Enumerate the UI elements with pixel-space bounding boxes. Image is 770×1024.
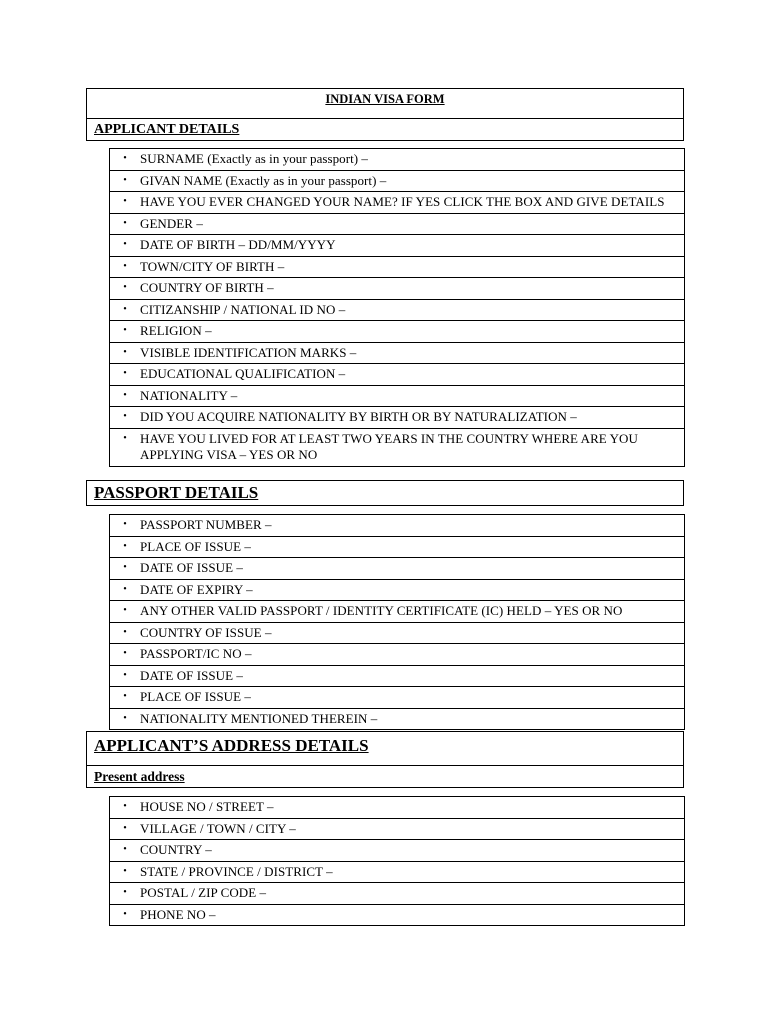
list-item	[110, 536, 684, 558]
list-item	[110, 797, 684, 818]
address-header-table	[86, 731, 684, 788]
bullet-icon: •	[123, 260, 127, 272]
bullet-icon: •	[123, 153, 127, 164]
list-item	[110, 385, 684, 407]
present-address-subheading: Present address	[87, 765, 683, 787]
address-details-list	[109, 796, 685, 926]
list-item	[110, 342, 684, 364]
applicant-details-heading: APPLICANT DETAILS	[87, 118, 683, 140]
field-label-state-province: STATE / PROVINCE / DISTRICT –	[140, 863, 333, 879]
bullet-icon: •	[123, 908, 127, 920]
list-item	[110, 600, 684, 622]
bullet-icon: •	[123, 411, 127, 423]
list-item	[110, 557, 684, 579]
list-item	[110, 839, 684, 861]
field-label-place-of-issue: PLACE OF ISSUE –	[140, 538, 251, 554]
bullet-icon: •	[123, 562, 127, 574]
list-item	[110, 515, 684, 536]
bullet-icon: •	[123, 346, 127, 358]
list-item	[110, 299, 684, 321]
form-title: INDIAN VISA FORM	[325, 92, 445, 106]
field-label-given-name: GIVAN NAME (Exactly as in your passport) –	[140, 172, 387, 188]
bullet-icon: •	[123, 801, 127, 812]
field-label-education: EDUCATIONAL QUALIFICATION –	[140, 366, 346, 382]
bullet-icon: •	[123, 432, 127, 444]
field-label-date-of-issue: DATE OF ISSUE –	[140, 560, 243, 576]
field-label-gender: GENDER –	[140, 215, 203, 231]
list-item	[110, 665, 684, 687]
list-item	[110, 191, 684, 213]
bullet-icon: •	[123, 303, 127, 315]
field-label-lived-two-years: HAVE YOU LIVED FOR AT LEAST TWO YEARS IN THE COUNTRY WHERE ARE YOU APPLYING VISA – YES OR NO	[140, 430, 638, 463]
list-item	[110, 818, 684, 840]
list-item	[110, 277, 684, 299]
bullet-icon: •	[123, 887, 127, 899]
bullet-icon: •	[123, 712, 127, 724]
bullet-icon: •	[123, 865, 127, 877]
field-label-house-street: HOUSE NO / STREET –	[140, 799, 274, 814]
bullet-icon: •	[123, 325, 127, 337]
list-item	[110, 406, 684, 428]
bullet-icon: •	[123, 282, 127, 294]
list-item	[110, 861, 684, 883]
bullet-icon: •	[123, 519, 127, 530]
address-details-heading: APPLICANT’S ADDRESS DETAILS	[94, 736, 369, 755]
list-item	[110, 428, 684, 466]
bullet-icon: •	[123, 389, 127, 401]
bullet-icon: •	[123, 822, 127, 834]
bullet-icon: •	[123, 174, 127, 186]
applicant-details-list	[109, 148, 685, 467]
bullet-icon: •	[123, 217, 127, 229]
bullet-icon: •	[123, 691, 127, 703]
list-item	[110, 686, 684, 708]
field-label-name-change: HAVE YOU EVER CHANGED YOUR NAME? IF YES CLICK THE BOX AND GIVE DETAILS	[140, 194, 665, 210]
field-label-surname: SURNAME (Exactly as in your passport) –	[140, 151, 368, 166]
field-label-religion: RELIGION –	[140, 323, 212, 339]
field-label-identification-marks: VISIBLE IDENTIFICATION MARKS –	[140, 344, 357, 360]
bullet-icon: •	[123, 239, 127, 251]
field-label-postal-code: POSTAL / ZIP CODE –	[140, 885, 267, 901]
bullet-icon: •	[123, 540, 127, 552]
list-item	[110, 363, 684, 385]
list-item	[110, 579, 684, 601]
bullet-icon: •	[123, 368, 127, 380]
list-item	[110, 708, 684, 730]
list-item	[110, 234, 684, 256]
passport-header-table	[86, 480, 684, 506]
list-item	[110, 256, 684, 278]
list-item	[110, 643, 684, 665]
field-label-date-of-expiry: DATE OF EXPIRY –	[140, 581, 253, 597]
field-label-country-of-issue: COUNTRY OF ISSUE –	[140, 624, 272, 640]
field-label-nationality: NATIONALITY –	[140, 387, 238, 403]
list-item	[110, 622, 684, 644]
field-label-country-of-birth: COUNTRY OF BIRTH –	[140, 280, 274, 296]
bullet-icon: •	[123, 196, 127, 208]
field-label-national-id: CITIZANSHIP / NATIONAL ID NO –	[140, 301, 346, 317]
field-label-passport-number: PASSPORT NUMBER –	[140, 517, 272, 532]
field-label-other-passport: ANY OTHER VALID PASSPORT / IDENTITY CERTIFICATE (IC) HELD – YES OR NO	[140, 603, 623, 619]
bullet-icon: •	[123, 583, 127, 595]
field-label-ic-date-of-issue: DATE OF ISSUE –	[140, 667, 243, 683]
field-label-nationality-therein: NATIONALITY MENTIONED THEREIN –	[140, 710, 378, 726]
field-label-date-of-birth: DATE OF BIRTH – DD/MM/YYYY	[140, 237, 336, 253]
list-item	[110, 904, 684, 926]
list-item	[110, 213, 684, 235]
field-label-phone-no: PHONE NO –	[140, 906, 216, 922]
bullet-icon: •	[123, 626, 127, 638]
passport-details-list	[109, 514, 685, 730]
list-item	[110, 149, 684, 170]
passport-details-heading: PASSPORT DETAILS	[94, 483, 259, 502]
list-item	[110, 320, 684, 342]
field-label-village-town-city: VILLAGE / TOWN / CITY –	[140, 820, 296, 836]
list-item	[110, 170, 684, 192]
bullet-icon: •	[123, 648, 127, 660]
field-label-nationality-acquired: DID YOU ACQUIRE NATIONALITY BY BIRTH OR BY NATURALIZATION –	[140, 409, 577, 425]
list-item	[110, 882, 684, 904]
bullet-icon: •	[123, 844, 127, 856]
field-label-ic-place-of-issue: PLACE OF ISSUE –	[140, 689, 251, 705]
form-header-table	[86, 88, 684, 141]
bullet-icon: •	[123, 669, 127, 681]
field-label-country: COUNTRY –	[140, 842, 212, 858]
bullet-icon: •	[123, 605, 127, 617]
field-label-town-of-birth: TOWN/CITY OF BIRTH –	[140, 258, 285, 274]
field-label-passport-ic-no: PASSPORT/IC NO –	[140, 646, 252, 662]
